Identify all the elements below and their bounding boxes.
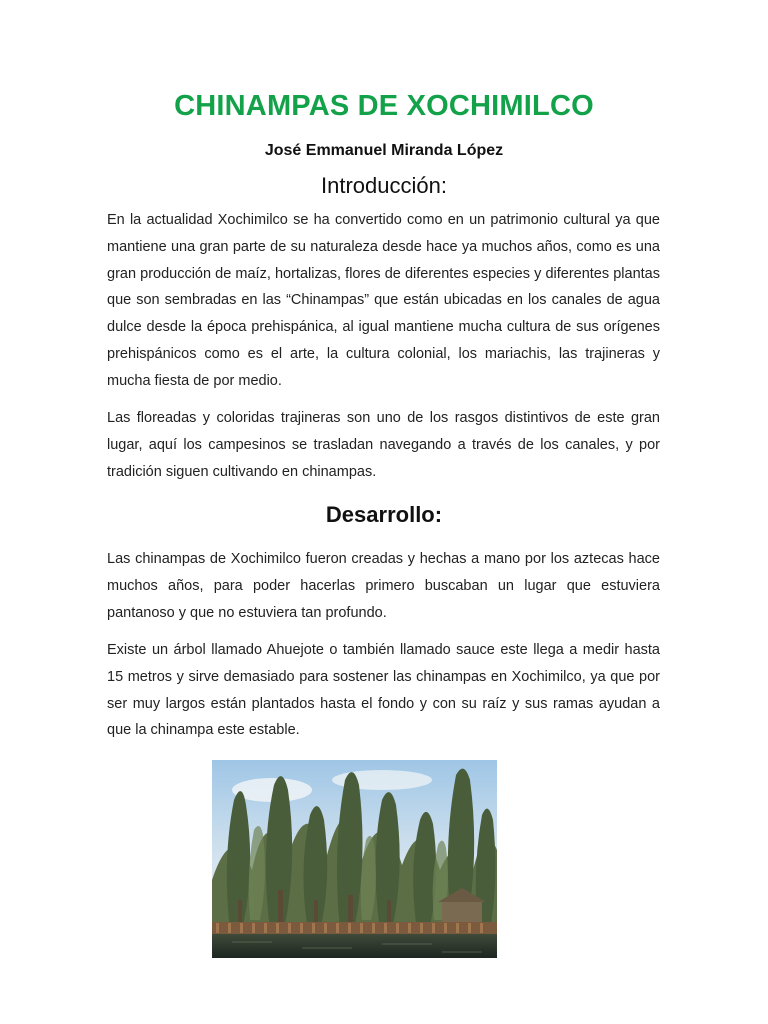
intro-paragraph-1: En la actualidad Xochimilco se ha convertido como en un patrimonio cultural ya que mantiene una gran parte de su naturaleza desde hace ya muchos años, como es una gran producción de maíz, hortalizas, flores de diferentes especies y diferentes plantas que son sembradas en las “Chinampas” que están ubicadas en los canales de agua dulce desde la época prehispánica, al igual mantiene mucha cultura de sus orígenes prehispánicos como es el arte, la cultura colonial, los mariachis, las trajineras y mucha fiesta de por medio.	[107, 212, 660, 389]
desarrollo-paragraph-2: Existe un árbol llamado Ahuejote o también llamado sauce este llega a medir hasta 15 metros y sirve demasiado para sostener las chinampas en Xochimilco, ya que por ser muy largos están plantados hasta el fondo y con su raíz y sus ramas ayudan a que la chinampa este estable.	[107, 642, 660, 739]
intro-paragraph-2: Las floreadas y coloridas trajineras son uno de los rasgos distintivos de este gran lugar, aquí los campesinos se trasladan navegando a través de los canales, y por tradición siguen cultivando en chinampas.	[107, 410, 660, 480]
document-author: José Emmanuel Miranda López	[264, 142, 504, 159]
chinampa-canal-photo	[212, 760, 497, 958]
document-title: CHINAMPAS DE XOCHIMILCO	[174, 90, 594, 122]
desarrollo-paragraph-1: Las chinampas de Xochimilco fueron creadas y hechas a mano por los aztecas hace muchos años, para poder hacerlas primero buscaban un lugar que estuviera pantanoso y que no estuviera tan profundo.	[107, 551, 660, 621]
section-heading-introduccion: Introducción:	[321, 173, 447, 198]
section-heading-desarrollo: Desarrollo:	[325, 502, 443, 527]
